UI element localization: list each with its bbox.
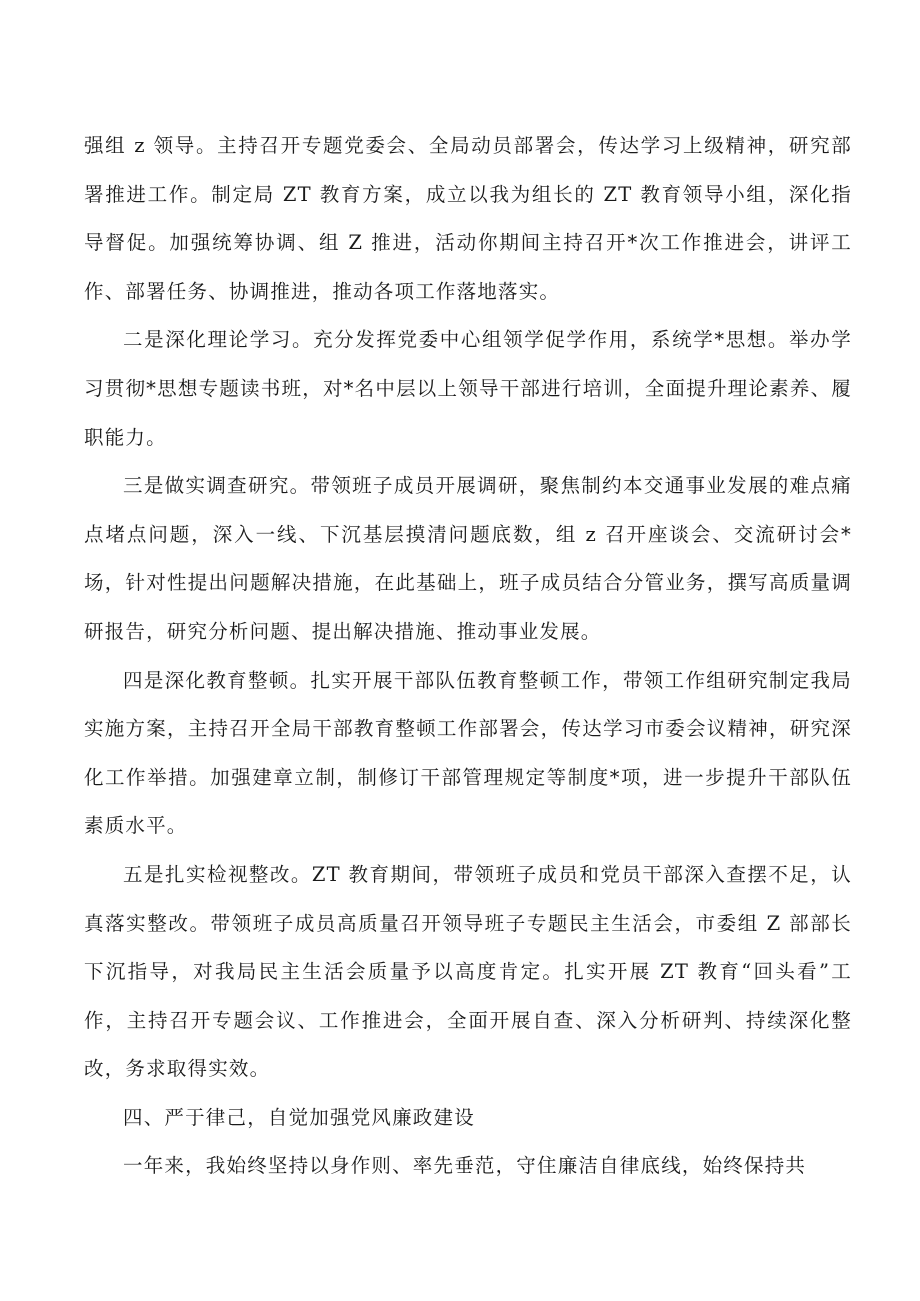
paragraph-research: 三是做实调查研究。带领班子成员开展调研，聚焦制约本交通事业发展的难点痛点堵点问题，深入一线、下沉基层摸清问题底数，组 z 召开座谈会、交流研讨会*场，针对性提出问题解决措施，在此基础上，班子成员结合分管业务，撰写高质量调研报告，研究分析问题、提出解决措施、推动事业发展。 (84, 474, 852, 643)
paragraph-education-rectification: 四是深化教育整顿。扎实开展干部队伍教育整顿工作，带领工作组研究制定我局实施方案，主持召开全局干部教育整顿工作部署会，传达学习市委会议精神，研究深化工作举措。加强建章立制，制修订干部管理规定等制度*项，进一步提升干部队伍素质水平。 (84, 668, 852, 838)
document-body (84, 122, 852, 1191)
paragraph-self-discipline: 一年来，我始终坚持以身作则、率先垂范，守住廉洁自律底线，始终保持共 (123, 1154, 807, 1178)
paragraph-continuation: 强组 z 领导。主持召开专题党委会、全局动员部署会，传达学习上级精神，研究部署推进工作。制定局 ZT 教育方案，成立以我为组长的 ZT 教育领导小组，深化指导督促。加强统筹协调、组 Z 推进，活动你期间主持召开*次工作推进会，讲评工作、部署任务、协调推进，推动各项工作落地落实。 (84, 134, 852, 303)
section-heading: 四、严于律己，自觉加强党风廉政建设 (123, 1105, 475, 1129)
paragraph-theory-study: 二是深化理论学习。充分发挥党委中心组领学促学作用，系统学*思想。举办学习贯彻*思想专题读书班，对*名中层以上领导干部进行培训，全面提升理论素养、履职能力。 (84, 328, 852, 449)
paragraph-inspection-rectification: 五是扎实检视整改。ZT 教育期间，带领班子成员和党员干部深入查摆不足，认真落实整改。带领班子成员高质量召开领导班子专题民主生活会，市委组 Z 部部长下沉指导，对我局民主生活会质量予以高度肯定。扎实开展 ZT 教育“回头看”工作，主持召开专题会议、工作推进会，全面开展自查、深入分析研判、持续深化整改，务求取得实效。 (84, 862, 852, 1081)
